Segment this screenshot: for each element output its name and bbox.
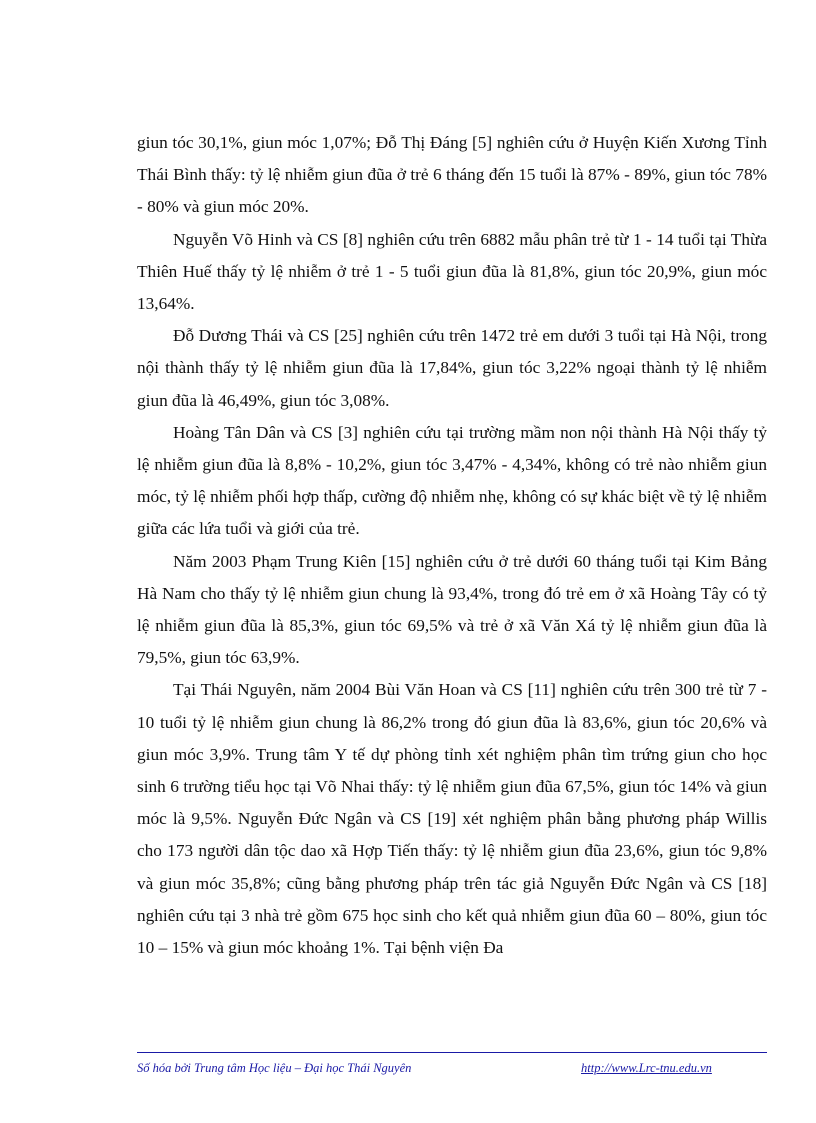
footer-credit: Số hóa bởi Trung tâm Học liệu – Đại học Thái Nguyên bbox=[137, 1061, 412, 1075]
footer-divider bbox=[137, 1052, 767, 1053]
paragraph: Nguyễn Võ Hinh và CS [8] nghiên cứu trên 6882 mẫu phân trẻ từ 1 - 14 tuổi tại Thừa Thiên Huế thấy tỷ lệ nhiễm ở trẻ 1 - 5 tuổi giun đũa là 81,8%, giun tóc 20,9%, giun móc 13,64%. bbox=[137, 229, 767, 314]
paragraph: Tại Thái Nguyên, năm 2004 Bùi Văn Hoan và CS [11] nghiên cứu trên 300 trẻ từ 7 - 10 tuổi tỷ lệ nhiễm giun chung là 86,2% trong đó giun đũa là 83,6%, giun tóc 20,6% và giun móc 3,9%. Trung tâm Y tế dự phòng tỉnh xét nghiệm phân tìm trứng giun cho học sinh 6 trường tiểu học tại Võ Nhai thấy: tỷ lệ nhiễm giun đũa 67,5%, giun tóc 14% và giun móc là 9,5%. Nguyễn Đức Ngân và CS [19] xét nghiệm phân bằng phương pháp Willis cho 173 người dân tộc dao xã Hợp Tiến thấy: tỷ lệ nhiễm giun đũa 23,6%, giun tóc 9,8% và giun móc 35,8%; cũng bằng phương pháp trên tác giả Nguyễn Đức Ngân và CS [18] nghiên cứu tại 3 nhà trẻ gồm 675 học sinh cho kết quả nhiễm giun đũa 60 – 80%, giun tóc 10 – 15% và giun móc khoảng 1%. Tại bệnh viện Đa bbox=[137, 680, 767, 958]
document-body bbox=[137, 127, 767, 964]
paragraph-continued: giun tóc 30,1%, giun móc 1,07%; Đỗ Thị Đáng [5] nghiên cứu ở Huyện Kiến Xương Tỉnh Thái Bình thấy: tỷ lệ nhiễm giun đũa ở trẻ 6 tháng đến 15 tuổi là 87% - 89%, giun tóc 78% - 80% và giun móc 20%. bbox=[137, 133, 767, 217]
paragraph: Đỗ Dương Thái và CS [25] nghiên cứu trên 1472 trẻ em dưới 3 tuổi tại Hà Nội, trong nội thành thấy tỷ lệ nhiễm giun đũa là 17,84%, giun tóc 3,22% ngoại thành tỷ lệ nhiễm giun đũa là 46,49%, giun tóc 3,08%. bbox=[137, 326, 767, 410]
paragraph: Hoàng Tân Dân và CS [3] nghiên cứu tại trường mầm non nội thành Hà Nội thấy tỷ lệ nhiễm giun đũa là 8,8% - 10,2%, giun tóc 3,47% - 4,34%, không có trẻ nào nhiễm giun móc, tỷ lệ nhiễm phối hợp thấp, cường độ nhiễm nhẹ, không có sự khác biệt về tỷ lệ nhiễm giữa các lứa tuổi và giới của trẻ. bbox=[137, 422, 767, 539]
footer-link[interactable]: http://www.Lrc-tnu.edu.vn bbox=[581, 1061, 712, 1075]
paragraph: Năm 2003 Phạm Trung Kiên [15] nghiên cứu ở trẻ dưới 60 tháng tuổi tại Kim Bảng Hà Nam cho thấy tỷ lệ nhiễm giun chung là 93,4%, trong đó trẻ em ở xã Hoàng Tây có tỷ lệ nhiễm giun đũa là 85,3%, giun tóc 69,5% và trẻ ở xã Văn Xá tỷ lệ nhiễm giun đũa là 79,5%, giun tóc 63,9%. bbox=[137, 551, 767, 668]
